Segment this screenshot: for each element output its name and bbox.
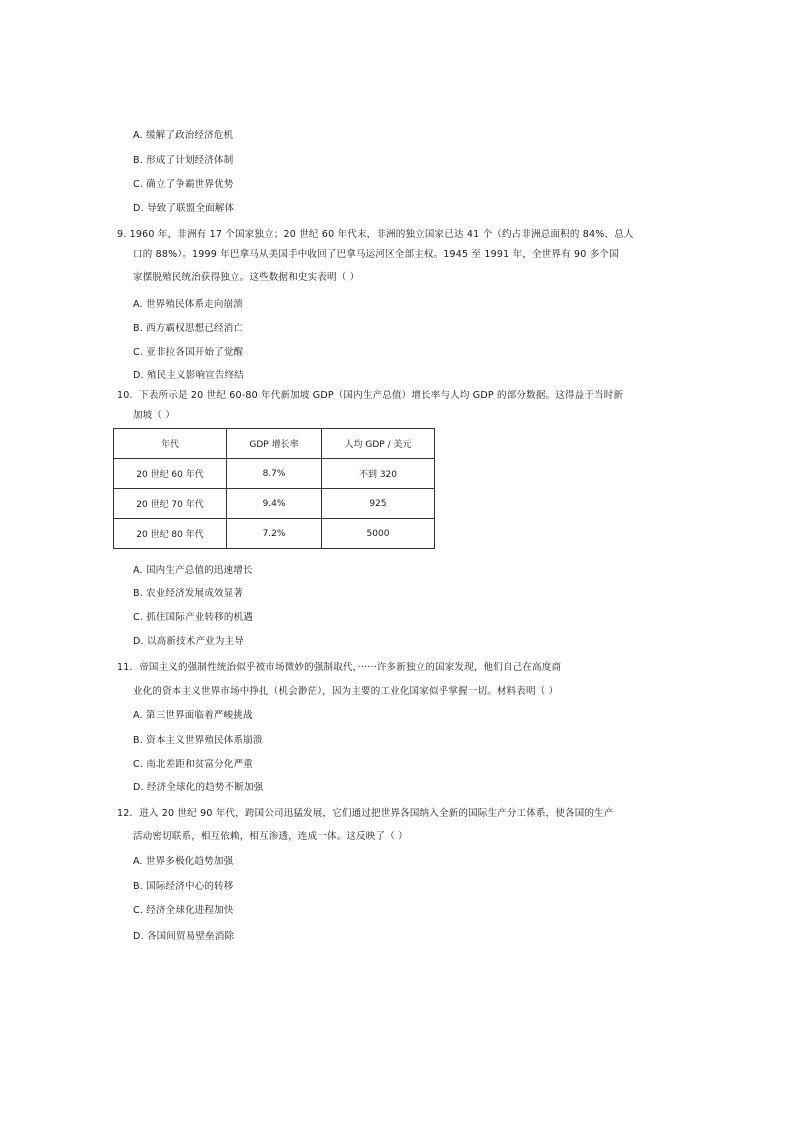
- table-row: [114, 519, 435, 549]
- table-cell: 5000: [322, 519, 435, 549]
- q11-stem-line-1: 11．帝国主义的强制性统治似乎被市场微妙的强制取代，······许多新独立的国家发现，他们自己在高度商: [117, 662, 562, 673]
- table-header-row: [114, 429, 435, 459]
- q10-stem-line-1: 10．下表所示是 20 世纪 60-80 年代新加坡 GDP（国内生产总值）增长率与人均 GDP 的部分数据。这得益于当时新: [117, 390, 624, 401]
- q9-stem-line-2: 口的 88%）。1999 年巴拿马从美国手中收回了巴拿马运河区全部主权。1945 至 1991 年，全世界有 90 多个国: [133, 249, 619, 260]
- q11-stem-line-2: 业化的资本主义世界市场中挣扎（机会渺茫），因为主要的工业化国家似乎掌握一切。材料表明（ ）: [133, 686, 559, 697]
- q8-option-d: D. 导致了联盟全面解体: [133, 203, 235, 214]
- q11-option-b: B. 资本主义世界殖民体系崩溃: [133, 735, 263, 746]
- q12-option-d: D. 各国间贸易壁垒消除: [133, 931, 235, 942]
- q11-option-c: C. 南北差距和贫富分化严重: [133, 759, 253, 770]
- q8-option-a: A. 缓解了政治经济危机: [133, 130, 234, 141]
- q12-option-c: C. 经济全球化进程加快: [133, 905, 234, 916]
- q12-stem-line-1: 12．进入 20 世纪 90 年代，跨国公司迅猛发展，它们通过把世界各国纳入全新的国际生产分工体系，使各国的生产: [117, 808, 614, 819]
- q9-stem-line-1: 9. 1960 年，非洲有 17 个国家独立；20 世纪 60 年代末，非洲的独立国家已达 41 个（约占非洲总面积的 84%、总人: [117, 229, 634, 240]
- table-row: [114, 489, 435, 519]
- table-cell: 不到 320: [322, 459, 435, 489]
- q10-option-d: D. 以高新技术产业为主导: [133, 636, 244, 647]
- table-header-cell: 人均 GDP / 美元: [322, 429, 435, 459]
- q10-option-b: B. 农业经济发展成效显著: [133, 588, 244, 599]
- q9-stem-line-3: 家摆脱殖民统治获得独立。这些数据和史实表明（ ）: [133, 272, 360, 283]
- table-header-cell: 年代: [114, 429, 227, 459]
- q9-option-a: A. 世界殖民体系走向崩溃: [133, 299, 243, 310]
- q12-option-a: A. 世界多极化趋势加强: [133, 856, 234, 867]
- gdp-table: [113, 428, 435, 549]
- table-cell: 9.4%: [227, 489, 322, 519]
- table-row: [114, 459, 435, 489]
- table-cell: 20 世纪 70 年代: [114, 489, 227, 519]
- q9-option-b: B. 西方霸权思想已经消亡: [133, 323, 244, 334]
- q11-option-d: D. 经济全球化的趋势不断加强: [133, 782, 264, 793]
- q8-option-c: C. 确立了争霸世界优势: [133, 179, 234, 190]
- q9-option-c: C. 亚非拉各国开始了觉醒: [133, 347, 244, 358]
- table-header-cell: GDP 增长率: [227, 429, 322, 459]
- q12-option-b: B. 国际经济中心的转移: [133, 881, 234, 892]
- table-cell: 20 世纪 80 年代: [114, 519, 227, 549]
- q10-option-a: A. 国内生产总值的迅速增长: [133, 565, 253, 576]
- table-cell: 8.7%: [227, 459, 322, 489]
- q10-stem-line-2: 加坡（ ）: [133, 410, 176, 421]
- table-cell: 925: [322, 489, 435, 519]
- q10-option-c: C. 抓住国际产业转移的机遇: [133, 612, 253, 623]
- table-cell: 20 世纪 60 年代: [114, 459, 227, 489]
- q9-option-d: D. 殖民主义影响宣告终结: [133, 370, 244, 381]
- q12-stem-line-2: 活动密切联系，相互依赖，相互渗透，连成一体。这反映了（ ）: [133, 831, 408, 842]
- table-cell: 7.2%: [227, 519, 322, 549]
- q11-option-a: A. 第三世界面临着严峻挑战: [133, 710, 253, 721]
- q8-option-b: B. 形成了计划经济体制: [133, 155, 234, 166]
